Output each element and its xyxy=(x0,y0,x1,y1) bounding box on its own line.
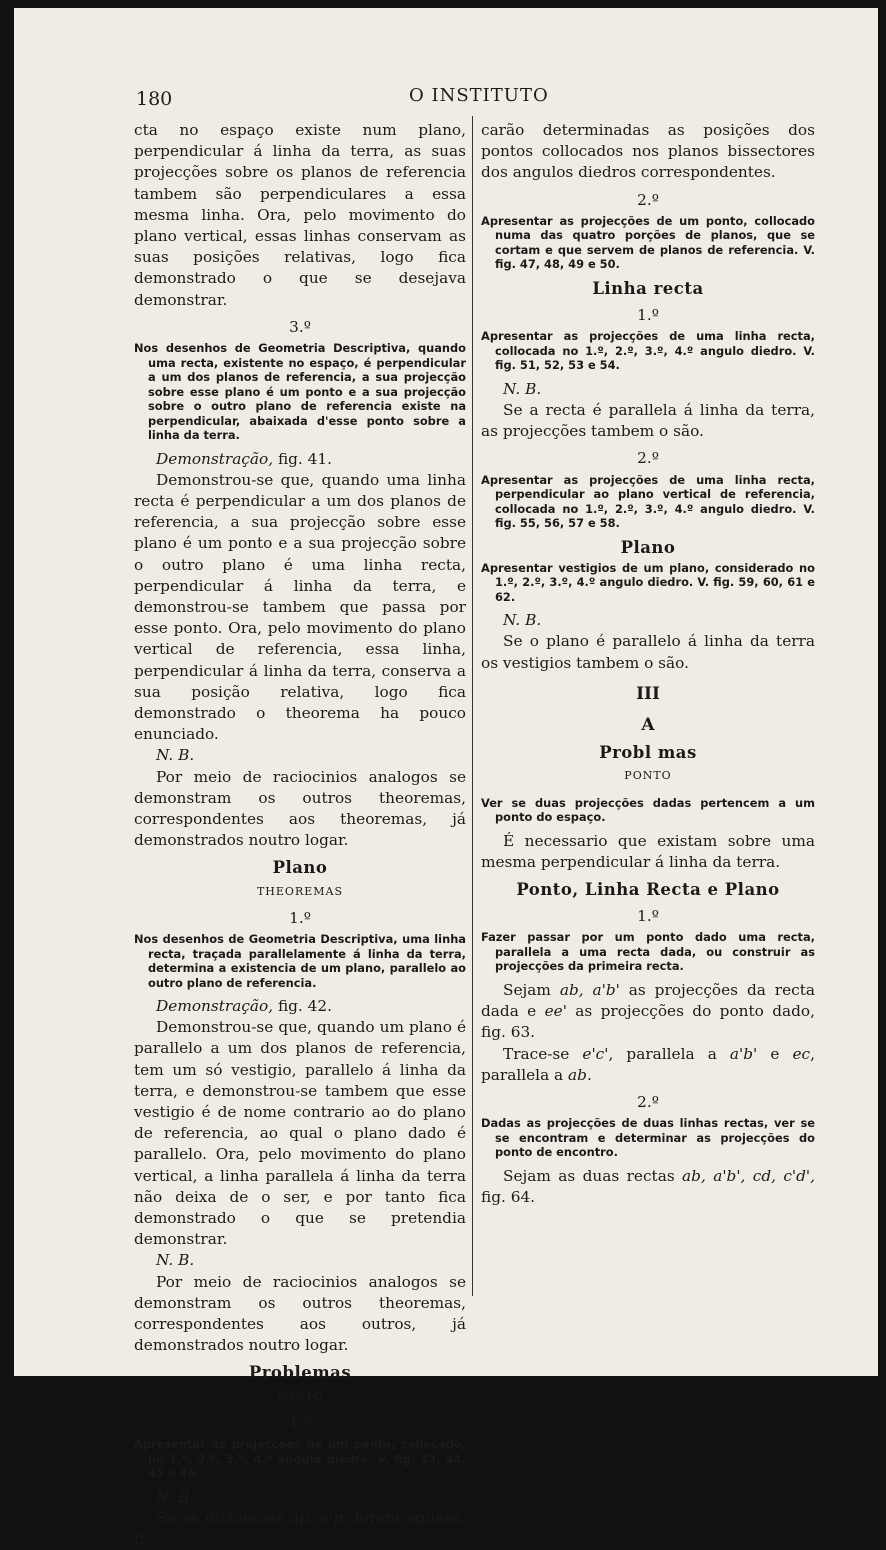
demonstration-label: Demonstração, xyxy=(156,997,274,1015)
demonstration-ref xyxy=(134,996,466,1017)
problem-statement: Dadas as projecções de duas linhas rectas, ver se se encontram e determinar as projecções do ponto de encontro. xyxy=(481,1116,815,1160)
text-run: , parallela a xyxy=(608,1044,730,1063)
page-number: 180 xyxy=(136,88,173,110)
text-run: fig. 64. xyxy=(481,1187,536,1206)
text-run: Trace-se xyxy=(503,1044,583,1063)
problem-statement: Apresentar as projecções de um ponto, collocado, no 1.º, 2.º, 3.º, 4.º angulo diedro. V. fig. 43, 44, 45 e 46. xyxy=(134,1437,466,1481)
section-heading: Ponto, Linha Recta e Plano xyxy=(516,880,780,900)
math-run: ec xyxy=(792,1044,811,1063)
paragraph: Se a recta é parallela á linha da terra, as projecções tambem o são. xyxy=(481,400,815,441)
text-run: as projecções da recta dada e xyxy=(481,980,815,1021)
problem-number: 1.º xyxy=(637,907,659,926)
theorem-number: 1.º xyxy=(289,908,311,927)
figure-ref: fig. 41. xyxy=(273,449,332,468)
text-run: forem eguaes, fi- xyxy=(134,1508,466,1548)
paragraph: carão determinadas as posições dos pontos collocados nos planos bissectores dos angulos diedros correspondentes. xyxy=(481,121,815,182)
figure-ref: fig. 42. xyxy=(273,997,332,1015)
section-heading: Problemas xyxy=(248,1363,352,1383)
problem-number: 2.º xyxy=(637,1092,659,1111)
nota-bene: N. B. xyxy=(156,1487,195,1506)
section-heading: Plano xyxy=(272,858,328,878)
paragraph: Por meio de raciocinios analogos se demonstram os outros theoremas, correspondentes aos outros, já demonstrados noutro logar. xyxy=(134,1272,466,1355)
paragraph: Demonstrou-se que, quando uma linha recta é perpendicular a um dos planos de referencia, a sua projecção sobre esse plano é um ponto e a sua projecção sobre o outro plano é uma linha recta, perpendicular á linha da terra, e demonstrou-se tambem que passa por esse ponto. Ora, pelo movimento do plano vertical de referencia, essa linha, perpendicular á linha da terra, conserva a sua posição relativa, logo fica demonstrado o theorema ha pouco enunciado. xyxy=(134,470,466,744)
running-title: O INSTITUTO xyxy=(409,85,549,106)
paragraph xyxy=(481,1044,815,1086)
problem-statement: Ver se duas projecções dadas pertencem a um ponto do espaço. xyxy=(481,795,815,825)
problem-number: 1.º xyxy=(637,306,659,325)
problem-statement: Apresentar vestigios de um plano, considerado no 1.º, 2.º, 3.º, 4.º angulo diedro. V. fig. 59, 60, 61 e 62. xyxy=(481,560,815,604)
paragraph: Demonstrou-se que, quando um plano é parallelo a um dos planos de referencia, tem um só vestigio, parallelo á linha da terra, e demonstrou-se tambem que esse vestigio é de nome contrario ao do plano de referencia, ao qual o plano dado é parallelo. Ora, pelo movimento do plano vertical, a linha parallela á linha da terra não deixa de o ser, e por tanto fica demonstrado o que se pretendia demonstrar. xyxy=(134,1018,466,1249)
problem-number: 1.º xyxy=(289,1413,311,1432)
part-numeral: III xyxy=(636,683,660,704)
text-run: as projecções do ponto dado, fig. 63. xyxy=(481,1002,815,1042)
text-run: Sejam as duas rectas xyxy=(503,1166,683,1185)
text-run: , parallela a xyxy=(481,1044,815,1084)
problem-statement: Apresentar as projecções de um ponto, collocado numa das quatro porções de planos, que se cortam e que servem de planos de referencia. V. fig. 47, 48, 49 e 50. xyxy=(481,213,815,272)
right-column xyxy=(481,120,815,1208)
math-run: ee' xyxy=(544,1002,567,1021)
nota-bene: N. B. xyxy=(156,1251,195,1270)
subsection-heading: THEOREMAS xyxy=(256,884,344,898)
section-heading: Plano xyxy=(620,537,676,557)
text-run: . xyxy=(586,1065,592,1084)
theorem-statement: Nos desenhos de Geometria Descriptiva, quando uma recta, existente no espaço, é perpendicular a um dos planos de referencia, a sua projecção sobre esse plano é um ponto e a sua projecção sobre o outro plano de referencia existe na perpendicular, abaixada d'esse ponto sobre a linha da terra. xyxy=(134,341,466,443)
nota-bene: N. B. xyxy=(503,379,542,398)
section-heading: Probl mas xyxy=(599,743,697,763)
demonstration-ref xyxy=(134,449,466,470)
paragraph xyxy=(481,1166,815,1208)
paragraph xyxy=(134,1508,466,1550)
math-run: a'b' xyxy=(729,1044,758,1063)
paragraph: cta no espaço existe num plano, perpendicular á linha da terra, as suas projecções sobre os planos de referencia tambem são perpendiculares a essa mesma linha. Ora, pelo movimento do plano vertical, essas linhas conservam as suas posições relativas, logo fica demonstrado o que se desejava demonstrar. xyxy=(134,121,466,309)
nota-bene: N. B. xyxy=(156,746,195,765)
demonstration-label: Demonstração, xyxy=(156,449,274,468)
math-run: ab, a'b', cd, c'd', xyxy=(682,1166,815,1185)
text-run: Sejam xyxy=(503,980,560,999)
subsection-heading: PONTO xyxy=(624,769,672,783)
math-run: ab, a'b' xyxy=(559,980,620,999)
text-run: e xyxy=(757,1044,793,1063)
left-column xyxy=(134,120,466,1550)
math-run: ap, a'p, xyxy=(289,1508,348,1527)
book-page xyxy=(14,8,878,1548)
problem-number: 2.º xyxy=(637,190,659,209)
section-heading: Linha recta xyxy=(592,278,704,298)
paragraph: Por meio de raciocinios analogos se demonstram os outros theoremas, correspondentes aos theoremas, já demonstrados noutro logar. xyxy=(134,767,466,850)
problem-statement: Fazer passar por um ponto dado uma recta, parallela a uma recta dada, ou construir as projecções da primeira recta. xyxy=(481,930,815,974)
theorem-number: 3.º xyxy=(289,317,311,336)
nota-bene: N. B. xyxy=(503,611,542,630)
math-run: e'c' xyxy=(582,1044,609,1063)
column-divider xyxy=(472,116,473,1296)
part-letter: A xyxy=(641,715,655,736)
paragraph: É necessario que existam sobre uma mesma perpendicular á linha da terra. xyxy=(481,831,815,871)
problem-statement: Apresentar as projecções de uma linha recta, collocada no 1.º, 2.º, 3.º, 4.º angulo diedro. V. fig. 51, 52, 53 e 54. xyxy=(481,329,815,373)
text-run: Se as distancias xyxy=(156,1508,290,1527)
subsection-heading: PONTO xyxy=(276,1389,324,1403)
problem-number: 2.º xyxy=(637,449,659,468)
paragraph: Se o plano é parallelo á linha da terra os vestigios tambem o são. xyxy=(481,632,815,672)
theorem-statement: Nos desenhos de Geometria Descriptiva, uma linha recta, traçada parallelamente á linha da terra, determina a existencia de um plano, parallelo ao outro plano de referencia. xyxy=(134,932,466,990)
paragraph xyxy=(481,980,815,1044)
math-run: ab xyxy=(568,1065,587,1084)
problem-statement: Apresentar as projecções de uma linha recta, perpendicular ao plano vertical de referencia, collocada no 1.º, 2.º, 3.º, 4.º angulo diedro. V. fig. 55, 56, 57 e 58. xyxy=(481,472,815,531)
